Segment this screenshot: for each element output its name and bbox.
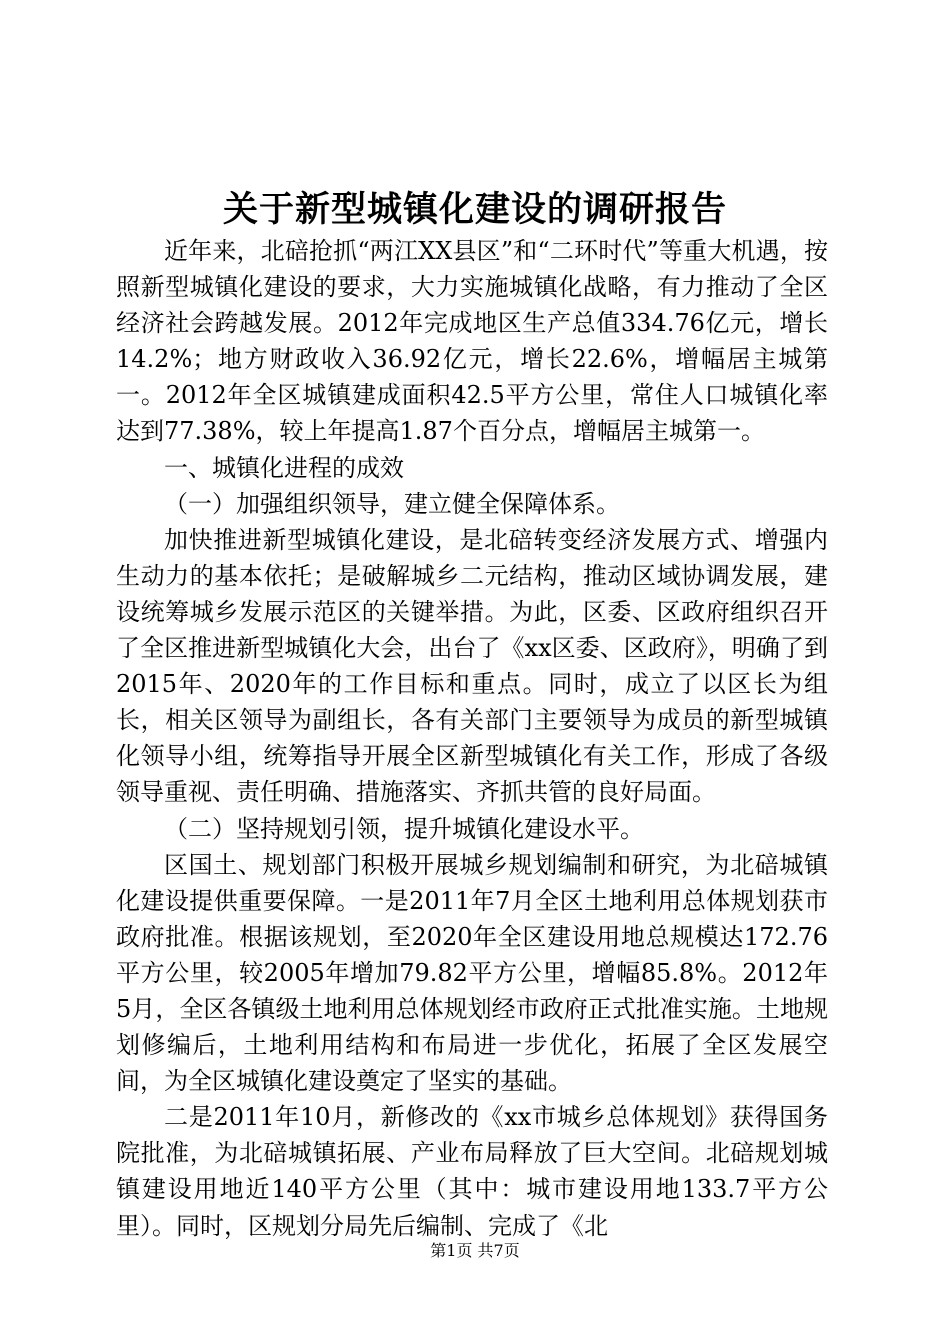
subsection-heading-1: （一）加强组织领导，建立健全保障体系。 bbox=[164, 489, 620, 518]
paragraph-city-plan: 二是2011年10月，新修改的《xx市城乡总体规划》获得国务院批准，为北碚城镇拓展、产业布局释放了巨大空间。北碚规划城镇建设用地近140平方公里（其中：城市建设用地133.7平方公里）。同时，区规划分局先后编制、完成了《北 bbox=[116, 1103, 828, 1240]
paragraph-intro: 近年来，北碚抢抓“两江XX县区”和“二环时代”等重大机遇，按照新型城镇化建设的要求，大力实施城镇化战略，有力推动了全区经济社会跨越发展。2012年完成地区生产总值334.76亿元，增长14.2%；地方财政收入36.92亿元，增长22.6%，增幅居主城第一。2012年全区城镇建成面积42.5平方公里，常住人口城镇化率达到77.38%，较上年提高1.87个百分点，增幅居主城第一。 bbox=[116, 237, 828, 446]
section-heading-1: 一、城镇化进程的成效 bbox=[164, 453, 404, 482]
paragraph-planning: 区国土、规划部门积极开展城乡规划编制和研究，为北碚城镇化建设提供重要保障。一是2011年7月全区土地利用总体规划获市政府批准。根据该规划，至2020年全区建设用地总规模达172.76平方公里，较2005年增加79.82平方公里，增幅85.8%。2012年5月，全区各镇级土地利用总体规划经市政府正式批准实施。土地规划修编后，土地利用结构和布局进一步优化，拓展了全区发展空间，为全区城镇化建设奠定了坚实的基础。 bbox=[116, 850, 828, 1096]
paragraph-organization: 加快推进新型城镇化建设，是北碚转变经济发展方式、增强内生动力的基本依托；是破解城乡二元结构，推动区域协调发展，建设统筹城乡发展示范区的关键举措。为此，区委、区政府组织召开了全区推进新型城镇化大会，出台了《xx区委、区政府》，明确了到2015年、2020年的工作目标和重点。同时，成立了以区长为组长，相关区领导为副组长，各有关部门主要领导为成员的新型城镇化领导小组，统筹指导开展全区新型城镇化有关工作，形成了各级领导重视、责任明确、措施落实、齐抓共管的良好局面。 bbox=[116, 525, 828, 807]
page-number-footer: 第1页 共7页 bbox=[430, 1241, 520, 1260]
document-body bbox=[116, 233, 828, 1244]
subsection-heading-2: （二）坚持规划引领，提升城镇化建设水平。 bbox=[164, 814, 644, 843]
document-title: 关于新型城镇化建设的调研报告 bbox=[222, 189, 727, 230]
